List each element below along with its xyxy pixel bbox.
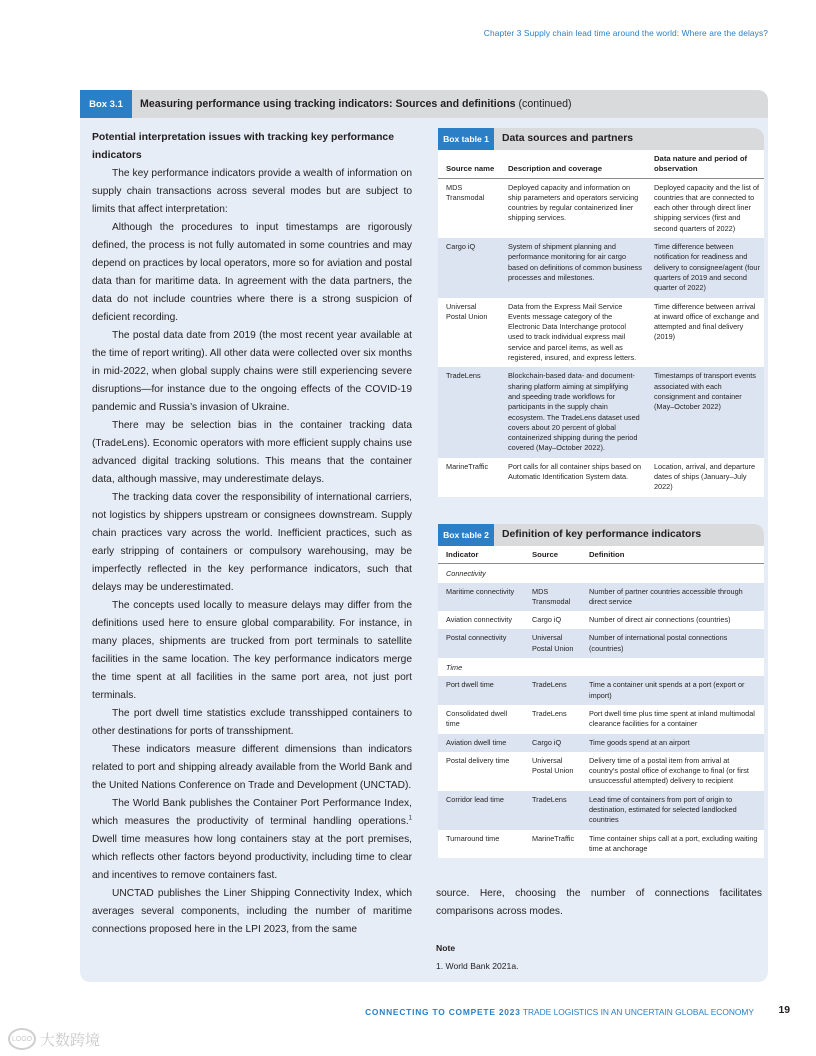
box-table-1-tag: Box table 1 (438, 128, 494, 150)
section-heading: Potential interpretation issues with tracking key performance indicators (92, 132, 394, 161)
continuation-text: source. Here, choosing the number of connections facilitates comparisons across modes. (436, 888, 762, 917)
table-cell: System of shipment planning and performance monitoring for air cargo based on definitions of common business processes and milestones. (500, 238, 646, 297)
table-cell: Port dwell time plus time spent at inland multimodal clearance facilities for a container (589, 708, 755, 729)
footnote-marker[interactable]: 1 (408, 815, 412, 822)
column-header: Source (524, 546, 581, 564)
column-header: Data nature and period of observation (646, 150, 764, 178)
paragraph: The tracking data cover the responsibility of international carriers, not logistics by shippers upstream or consignees downstream. Supply chain practices vary across the world. Inefficient practices, such as early stripping of containers or compulsory warehousing, may be imperfectly reflected in the key performance indicators, such that delays may be underestimated. (92, 492, 412, 593)
table-cell: Timestamps of transport events associated with each consignment and container (May–October 2022) (646, 367, 764, 457)
box-table-2-header (438, 524, 764, 546)
table-row (438, 367, 764, 457)
category-label: Connectivity (446, 569, 486, 579)
paragraph: The postal data date from 2019 (the most recent year available at the time of report writing). All other data were collected over six months in mid-2022, when global supply chains were still experiencing severe disruptions—for instance due to the ongoing effects of the COVID-19 pandemic and Russia’s invasion of Ukraine. (92, 330, 412, 413)
table-cell: Location, arrival, and departure dates of ships (January–July 2022) (654, 461, 756, 492)
box-tag: Box 3.1 (80, 90, 132, 118)
table-header-row (438, 546, 764, 564)
paragraph: There may be selection bias in the container tracking data (TradeLens). Economic operators with more efficient supply chains use advanced digital tracking solutions. This means that the container data, although massive, may underestimate delays. (92, 420, 412, 485)
table-row (438, 752, 764, 791)
table-row (438, 298, 764, 368)
table-cell: Data from the Express Mail Service Events message category of the Electronic Data Interchange protocol used to track individual express mail service and parcel items, as well as registered, insured, and express letters. (508, 301, 637, 363)
table-cell: Postal connectivity (438, 629, 524, 658)
column-header: Source name (438, 150, 500, 178)
table-cell: MDS Transmodal (446, 182, 485, 202)
table-row (438, 791, 764, 830)
footer-subtitle: TRADE LOGISTICS IN AN UNCERTAIN GLOBAL ECONOMY (520, 1007, 754, 1017)
table-cell: Universal Postal Union (446, 301, 488, 321)
table-cell: Time difference between arrival at inward office of exchange and attempted and final delivery (2019) (654, 301, 759, 342)
paragraph-world-bank: The World Bank publishes the Container Port Performance Index, which measures the productivity of terminal handling operations.$^1$ Dwell time measures how long containers stay at the port premises, which reflects other factors beyond productivity, including time to clear and incentives to remove containers fast. (92, 798, 412, 881)
table-cell: Number of partner countries accessible through direct service (581, 583, 764, 612)
chapter-header: Chapter 3 Supply chain lead time around the world: Where are the delays? (483, 28, 768, 38)
table-row (438, 583, 764, 612)
paragraph: Although the procedures to input timestamps are rigorously defined, the process is not fully automated in some countries and may depend on practices by local operators, more so for aviation and postal data than for maritime data. In agreement with the data partners, the data do not include countries where there is a strong suspicion of deficient recording. (92, 222, 412, 323)
table-row (438, 734, 764, 752)
table-cell: Aviation connectivity (446, 615, 512, 625)
table-row (438, 629, 764, 658)
table-cell: Blockchain-based data- and document-sharing platform aiming at simplifying and speeding trade workflows for participants in the supply chain ecosystem. The TradeLens dataset used covers about 20 percent of global containerized shipping during the period covered (May–October 2022). (500, 367, 646, 457)
box-title-suffix: (continued) (518, 98, 572, 110)
table-cell: Port calls for all container ships based on Automatic Identification System data. (508, 461, 642, 482)
table-cell: MDS Transmodal (524, 583, 581, 612)
category-row (438, 658, 764, 676)
note-title: Note (436, 943, 456, 953)
table-cell: Time goods spend at an airport (581, 734, 764, 752)
table-cell: MarineTraffic (532, 833, 575, 843)
table-row (438, 458, 764, 497)
paragraph: The key performance indicators provide a wealth of information on supply chain transactions across several modes but are subject to limits that affect interpretation: (92, 168, 412, 215)
table-cell: Postal delivery time (446, 755, 510, 765)
footer-title (365, 1007, 754, 1017)
column-header: Description and coverage (500, 150, 646, 178)
table-cell: Deployed capacity and the list of countries that are connected to each other through direct liner shipping services (first and second quarters of 2022) (654, 182, 760, 233)
box-table-1 (438, 128, 764, 497)
table-cell: Cargo iQ (524, 734, 581, 752)
box-table-1-title: Data sources and partners (502, 133, 634, 144)
column-header: Definition (581, 546, 764, 564)
table-cell: Time difference between notification for readiness and delivery to consignee/agent (four quarters of 2019 and second quarter of 2022) (646, 238, 764, 297)
footer-report-name: CONNECTING TO COMPETE 2023 (365, 1007, 521, 1017)
kpi-definitions-table (438, 546, 764, 858)
table-cell: Number of international postal connections (countries) (581, 629, 764, 658)
category-label: Time (446, 663, 463, 673)
box-table-2-title: Definition of key performance indicators (502, 529, 702, 540)
table-cell: Universal Postal Union (532, 755, 574, 776)
table-cell: Delivery time of a postal item from arrival at country’s postal office of exchange to final (or first unsuccessful attempted) delivery to recipient (589, 755, 749, 786)
table-cell: TradeLens (524, 676, 581, 705)
table-cell: TradeLens (524, 791, 581, 830)
table-row (438, 238, 764, 297)
box-table-2 (438, 524, 764, 858)
table-cell: Number of direct air connections (countries) (589, 615, 731, 625)
table-row (438, 178, 764, 238)
box-table-1-header (438, 128, 764, 150)
table-cell: Time container ships call at a port, excluding waiting time at anchorage (589, 833, 758, 853)
table-cell: Aviation dwell time (438, 734, 524, 752)
page-number: 19 (778, 1005, 790, 1016)
table-header-row (438, 150, 764, 178)
table-cell: Port dwell time (438, 676, 524, 705)
table-cell: Universal Postal Union (524, 629, 581, 658)
table-cell: Consolidated dwell time (446, 708, 508, 729)
table-cell: TradeLens (438, 367, 500, 457)
box-title-text: Measuring performance using tracking indicators: Sources and definitions (140, 98, 516, 110)
table-row (438, 676, 764, 705)
paragraph: UNCTAD publishes the Liner Shipping Connectivity Index, which averages several components, including the number of maritime connections proposed here in the LPI 2023, from the same (92, 888, 412, 935)
left-column (92, 129, 412, 939)
box-title (140, 98, 572, 110)
watermark-text: 大数跨境 (40, 1031, 101, 1049)
table-cell: Deployed capacity and information on ship parameters and operators servicing countries by regular containerized liner shipping services. (508, 182, 639, 223)
table-row (438, 830, 764, 859)
table-cell: Turnaround time (446, 833, 500, 843)
note-text: 1. World Bank 2021a. (436, 961, 519, 971)
table-row (438, 705, 764, 734)
table-cell: Time a container unit spends at a port (export or import) (581, 676, 764, 705)
category-row (438, 564, 764, 583)
table-row (438, 611, 764, 629)
box-table-2-tag: Box table 2 (438, 524, 494, 546)
column-header: Indicator (438, 546, 524, 564)
table-cell: Maritime connectivity (438, 583, 524, 612)
data-sources-table (438, 150, 764, 497)
paragraph: The port dwell time statistics exclude transshipped containers to other destinations for ports of transshipment. (92, 708, 412, 737)
paragraph: The concepts used locally to measure delays may differ from the definitions used here to ensure global comparability. For instance, in many places, shipments are trucked from port terminals to satellite facilities in the same location. The key performance indicators merge the time spent at all facilities in the same port area, not just port terminals. (92, 600, 412, 701)
table-cell: MarineTraffic (446, 461, 489, 471)
table-cell: Cargo iQ (438, 238, 500, 297)
paragraph: These indicators measure different dimensions than indicators related to port and shipping already available from the World Bank and the United Nations Conference on Trade and Development (UNCTAD). (92, 744, 412, 791)
table-cell: Cargo iQ (532, 615, 562, 625)
watermark-logo-icon: LOGO (8, 1028, 36, 1050)
table-cell: Corridor lead time (438, 791, 524, 830)
table-cell: TradeLens (532, 708, 567, 718)
table-cell: Lead time of containers from port of origin to destination, estimated for selected landlocked countries (581, 791, 764, 830)
watermark (8, 1028, 100, 1050)
